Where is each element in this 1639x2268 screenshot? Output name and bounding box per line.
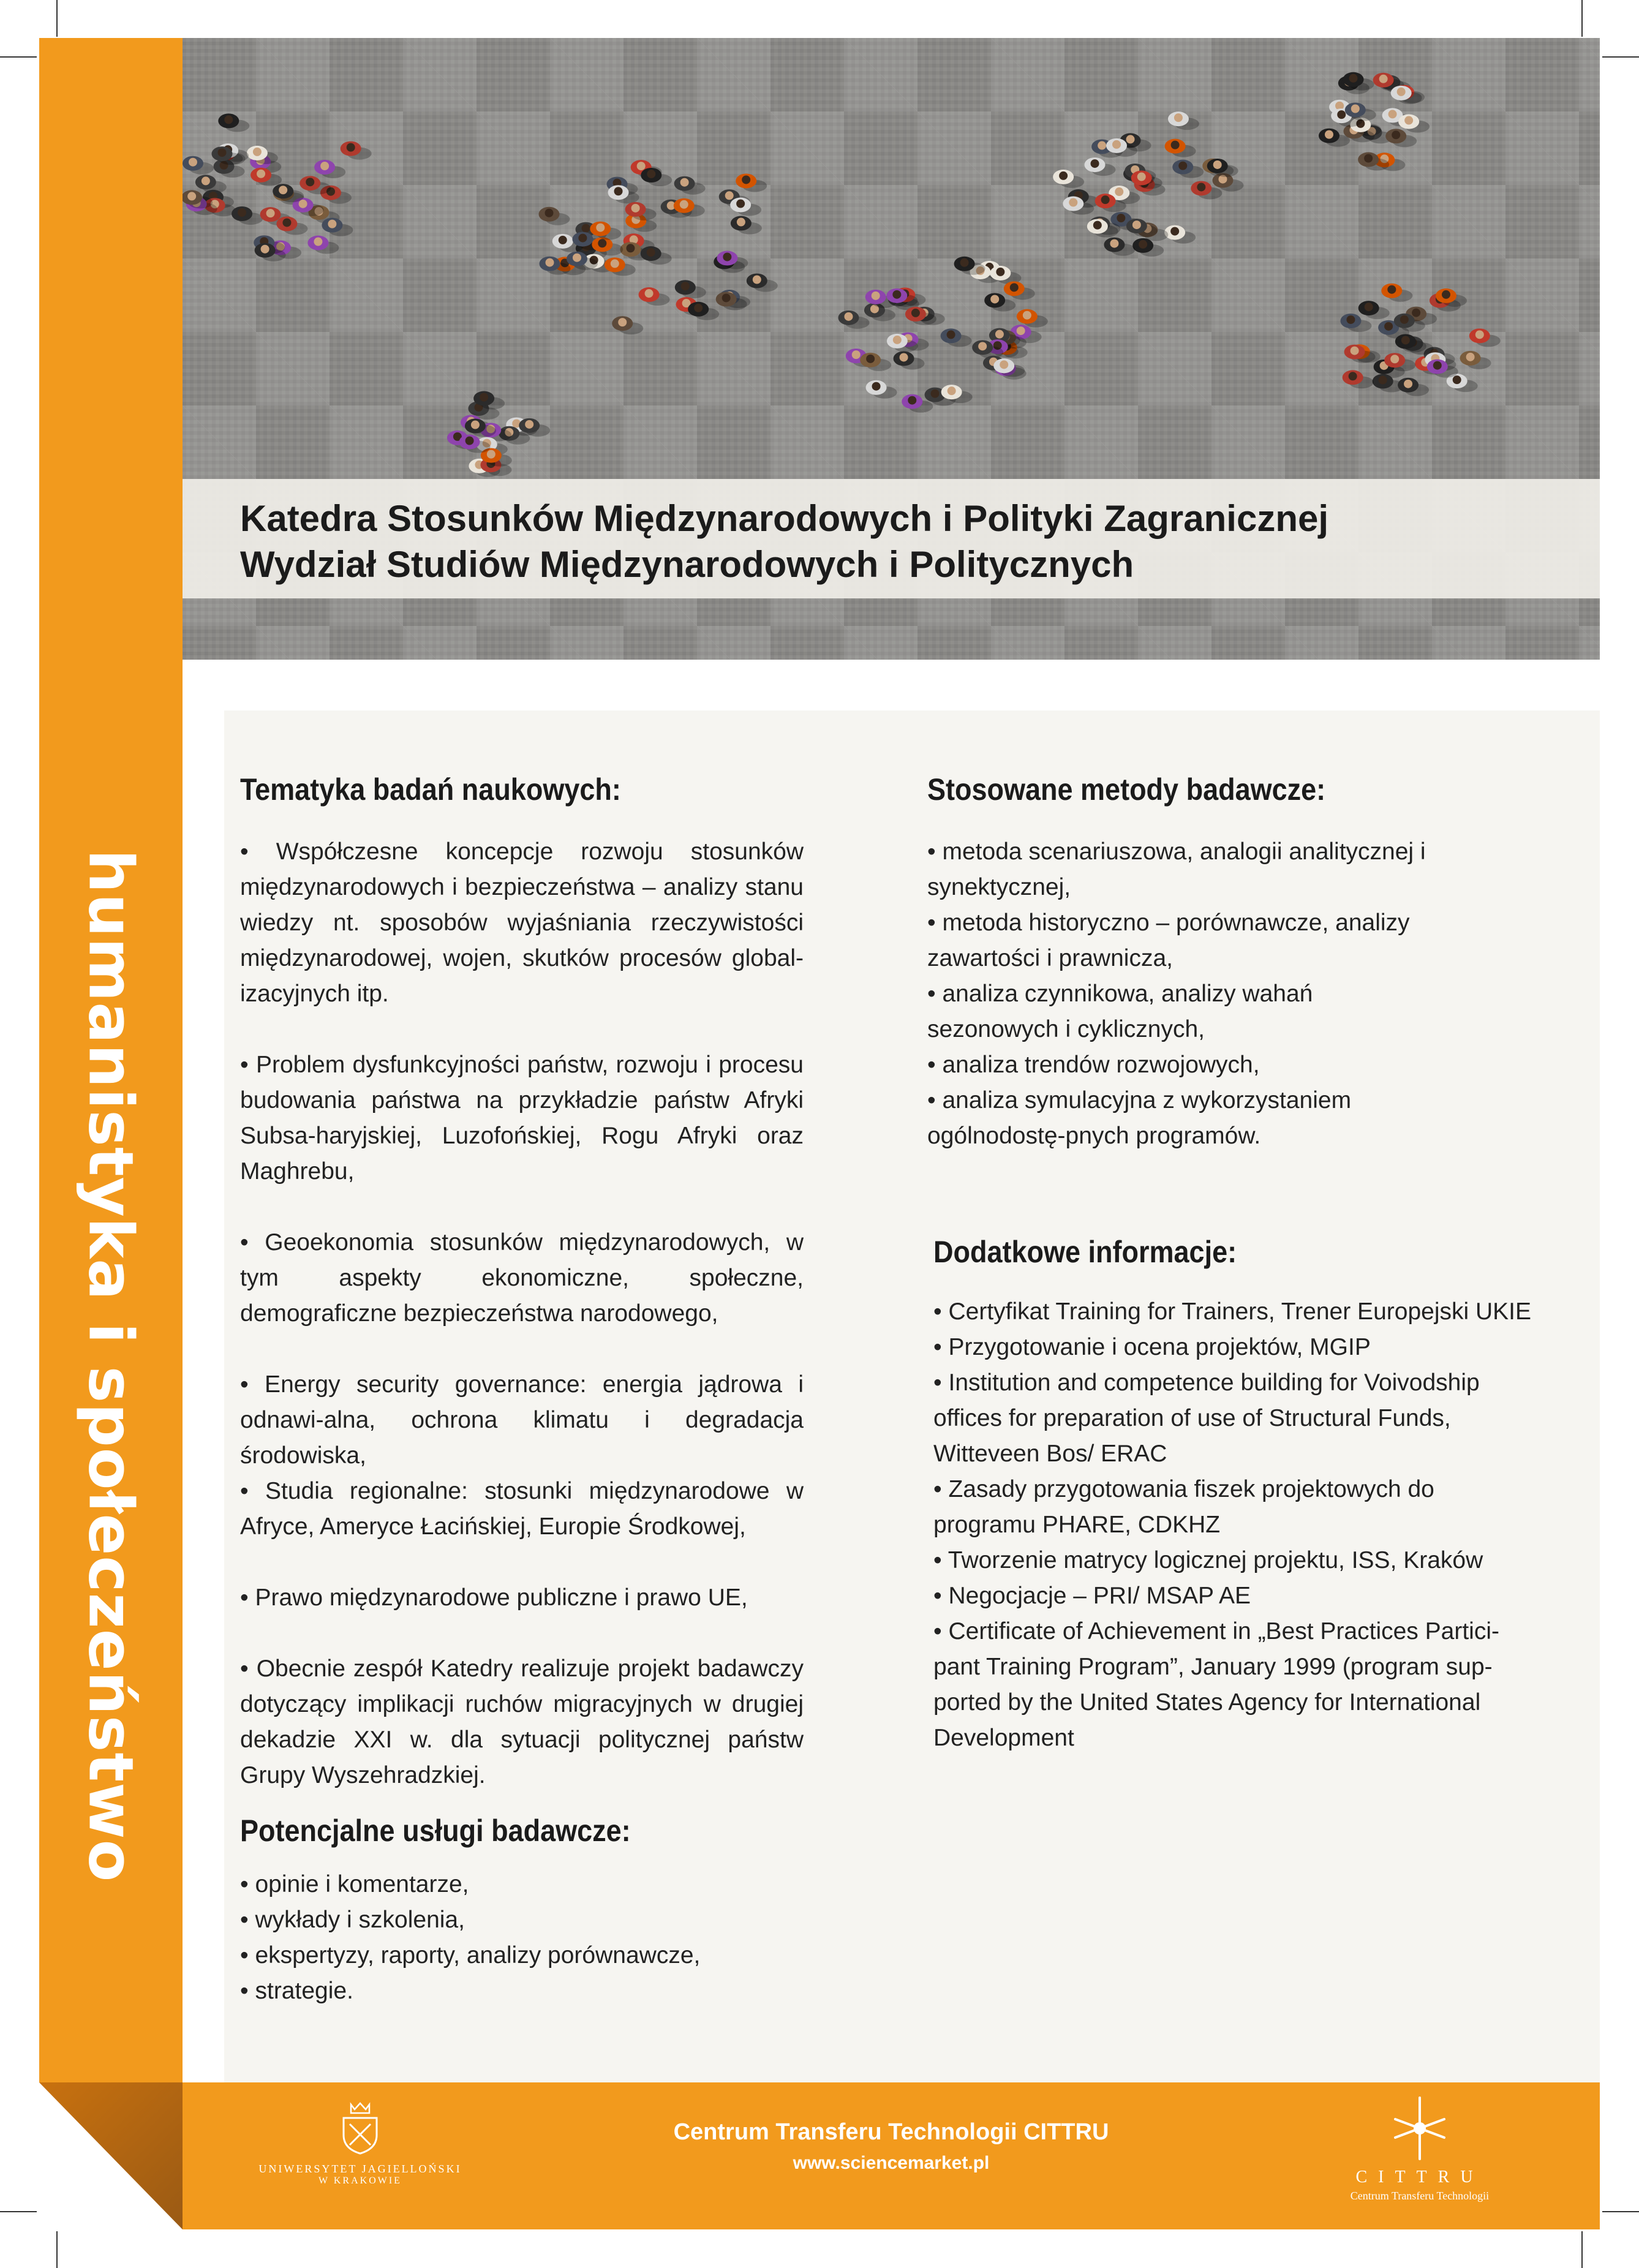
cittru-star-icon <box>1386 2095 1453 2162</box>
cittru-subtitle: Centrum Transferu Technologii <box>1350 2190 1490 2202</box>
extra-item: • Zasady przygotowania fiszek projektowych do programu PHARE, CDKHZ <box>933 1476 1434 1538</box>
extra-section <box>933 1234 1534 1756</box>
research-item: • Prawo międzynarodowe publiczne i prawo UE, <box>240 1584 748 1611</box>
services-heading: Potencjalne usługi badawcze: <box>240 1814 631 1848</box>
faculty-title: Wydział Studiów Międzynarodowych i Politycznych <box>240 544 1134 585</box>
extra-item: • Przygotowanie i ocena projektów, MGIP <box>933 1334 1371 1360</box>
left-column <box>240 772 804 1793</box>
extra-item: • Certyfikat Training for Trainers, Trener Europejski UKIE <box>933 1298 1532 1325</box>
crop-mark <box>1602 2211 1639 2212</box>
hero-photo <box>183 38 1600 660</box>
methods-list <box>927 834 1442 1154</box>
content-panel <box>224 710 1600 2082</box>
method-item: • metoda scenariuszowa, analogii analitycznej i synektycznej, <box>927 838 1426 900</box>
service-item: • opinie i komentarze, <box>240 1871 469 1897</box>
services-section <box>240 1813 804 2009</box>
extra-item: • Institution and competence building for Voivodship offices for preparation of use of Structural Funds, Witteveen Bos/ ERAC <box>933 1369 1480 1467</box>
footer-url[interactable]: www.sciencemarket.pl <box>793 2153 990 2173</box>
uj-city: W KRAKOWIE <box>318 2176 402 2186</box>
service-item: • strategie. <box>240 1978 353 2004</box>
research-item: • Studia regionalne: stosunki międzynarodowe w Afryce, Ameryce Łacińskiej, Europie Środkowej, <box>240 1478 804 1540</box>
services-list <box>240 1867 804 2009</box>
research-item: • Obecnie zespół Katedry realizuje projekt badawczy dotyczący implikacji ruchów migracyjnych w drugiej dekadzie XXI w. dla sytuacji politycznej państw Grupy Wyszehradzkiej. <box>240 1656 804 1788</box>
uj-name: UNIWERSYTET JAGIELLOŃSKI <box>258 2163 462 2175</box>
method-item: • analiza symulacyjna z wykorzystaniem ogólnodostę-pnych programów. <box>927 1087 1352 1149</box>
research-list <box>240 834 804 1793</box>
crop-mark <box>1602 56 1639 58</box>
extra-item: • Certificate of Achievement in „Best Practices Partici-pant Training Program”, January 1999 (program sup-ported by the United States Agency for International Development <box>933 1618 1499 1751</box>
crop-mark <box>0 2211 37 2212</box>
department-title: Katedra Stosunków Międzynarodowych i Polityki Zagranicznej <box>240 498 1329 539</box>
research-item: • Geoekonomia stosunków międzynarodowych, w tym aspekty ekonomiczne, społeczne, demograficzne bezpieczeństwa narodowego, <box>240 1229 804 1327</box>
service-item: • wykłady i szkolenia, <box>240 1907 465 1933</box>
methods-section <box>927 772 1442 1154</box>
methods-heading: Stosowane metody badawcze: <box>927 772 1326 807</box>
research-item: • Współczesne koncepcje rozwoju stosunków międzynarodowych i bezpieczeństwa – analizy stanu wiedzy nt. sposobów wyjaśniania rzeczywistości międzynarodowej, wojen, skutków procesów global-izacyjnych itp. <box>240 838 804 1007</box>
method-item: • analiza trendów rozwojowych, <box>927 1052 1260 1078</box>
category-label: humanistyka i społeczeństwo <box>75 849 147 1883</box>
crop-mark <box>1581 2231 1583 2268</box>
service-item: • ekspertyzy, raporty, analizy porównawcze, <box>240 1942 701 1968</box>
sidebar-fold-shadow <box>39 2082 183 2229</box>
crop-mark <box>56 0 58 37</box>
cittru-logo <box>1322 2095 1518 2217</box>
extra-heading: Dodatkowe informacje: <box>933 1235 1237 1269</box>
footer-center-title: Centrum Transferu Technologii CITTRU <box>673 2119 1109 2145</box>
crop-mark <box>0 56 37 58</box>
footer <box>183 2082 1600 2229</box>
crop-mark <box>1581 0 1583 37</box>
extra-item: • Tworzenie matrycy logicznej projektu, ISS, Kraków <box>933 1547 1483 1573</box>
research-heading: Tematyka badań naukowych: <box>240 772 621 807</box>
method-item: • metoda historyczno – porównawcze, analizy zawartości i prawnicza, <box>927 910 1410 971</box>
title-band <box>183 479 1600 598</box>
extra-list <box>933 1294 1534 1756</box>
cittru-word: CITTRU <box>1355 2168 1484 2187</box>
method-item: • analiza czynnikowa, analizy wahań sezonowych i cyklicznych, <box>927 981 1313 1042</box>
research-item: • Energy security governance: energia jądrowa i odnawi-alna, ochrona klimatu i degradacja środowiska, <box>240 1371 804 1469</box>
research-item: • Problem dysfunkcyjności państw, rozwoju i procesu budowania państwa na przykładzie państw Afryki Subsa-haryjskiej, Luzofońskiej, Rogu Afryki oraz Maghrebu, <box>240 1052 804 1185</box>
extra-item: • Negocjacje – PRI/ MSAP AE <box>933 1583 1251 1609</box>
crop-mark <box>56 2231 58 2268</box>
